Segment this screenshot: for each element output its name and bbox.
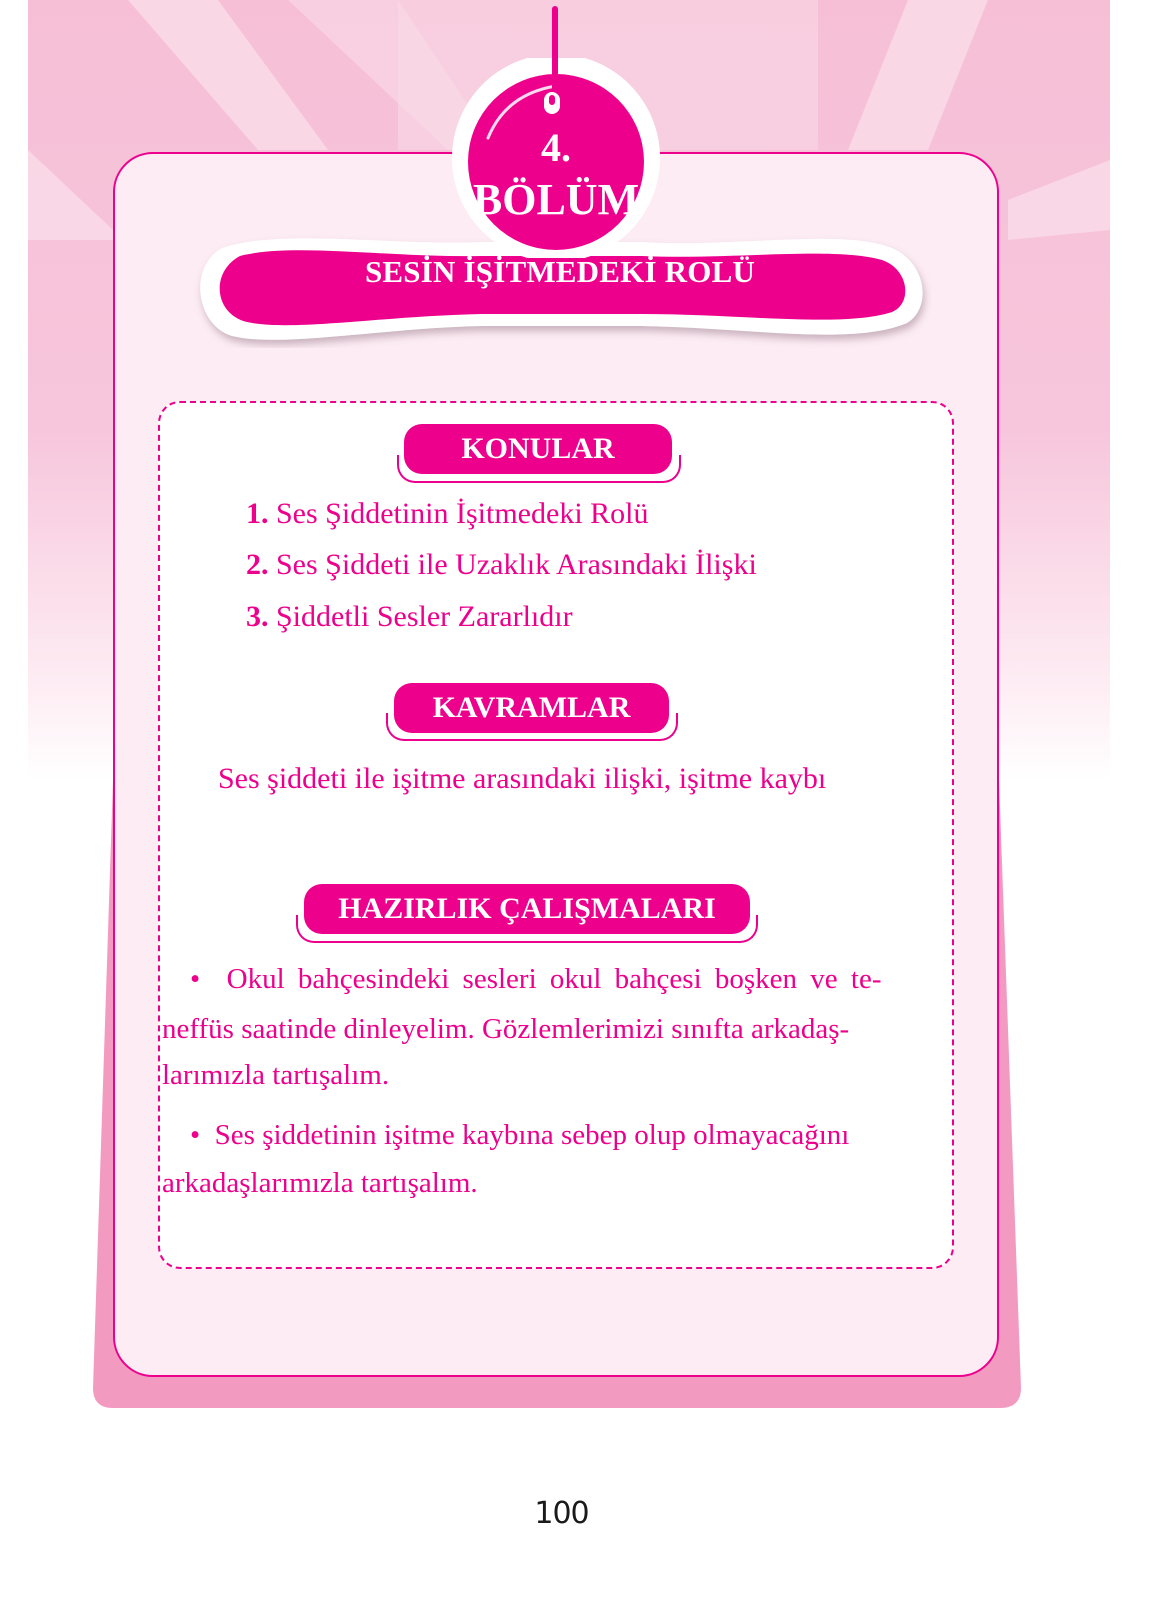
preparation-item-1-line-3: larımızla tartışalım. bbox=[162, 1059, 390, 1091]
chapter-label: BÖLÜM bbox=[472, 175, 640, 224]
topic-text: Ses Şiddetinin İşitmedeki Rolü bbox=[268, 497, 649, 530]
preparation-heading: HAZIRLIK ÇALIŞMALARI bbox=[304, 884, 750, 934]
chapter-title: SESİN İŞİTMEDEKİ ROLÜ bbox=[364, 254, 756, 289]
topic-item bbox=[246, 497, 649, 531]
hanger-string bbox=[552, 6, 558, 92]
topic-number: 1. bbox=[246, 497, 269, 530]
topic-number: 2. bbox=[246, 548, 269, 581]
topic-item bbox=[246, 600, 573, 634]
preparation-item-1-line-2: neffüs saatinde dinleyelim. Gözlemlerimizi sınıfta arkadaş- bbox=[162, 1013, 850, 1045]
hanger-ring-icon bbox=[544, 92, 560, 114]
preparation-item-2-line-2: arkadaşlarımızla tartışalım. bbox=[162, 1167, 478, 1199]
bullet-icon: • bbox=[190, 1119, 201, 1151]
chapter-number: 4. bbox=[541, 125, 571, 170]
topic-number: 3. bbox=[246, 600, 269, 633]
topic-text: Ses Şiddeti ile Uzaklık Arasındaki İlişki bbox=[268, 548, 757, 581]
concepts-heading: KAVRAMLAR bbox=[394, 683, 669, 733]
preparation-item-1-line-1: • Okul bahçesindeki sesleri okul bahçesi boşken ve te- bbox=[190, 963, 882, 995]
page-number: 100 bbox=[534, 1496, 589, 1531]
topic-text: Şiddetli Sesler Zararlıdır bbox=[268, 600, 573, 633]
bullet-icon: • bbox=[190, 963, 201, 995]
preparation-item-2-line-1: • Ses şiddetinin işitme kaybına sebep olup olmayacağını bbox=[190, 1119, 850, 1151]
topic-item bbox=[246, 548, 757, 582]
topics-heading: KONULAR bbox=[404, 424, 672, 474]
concepts-text: Ses şiddeti ile işitme arasındaki ilişki, işitme kaybı bbox=[218, 762, 827, 795]
